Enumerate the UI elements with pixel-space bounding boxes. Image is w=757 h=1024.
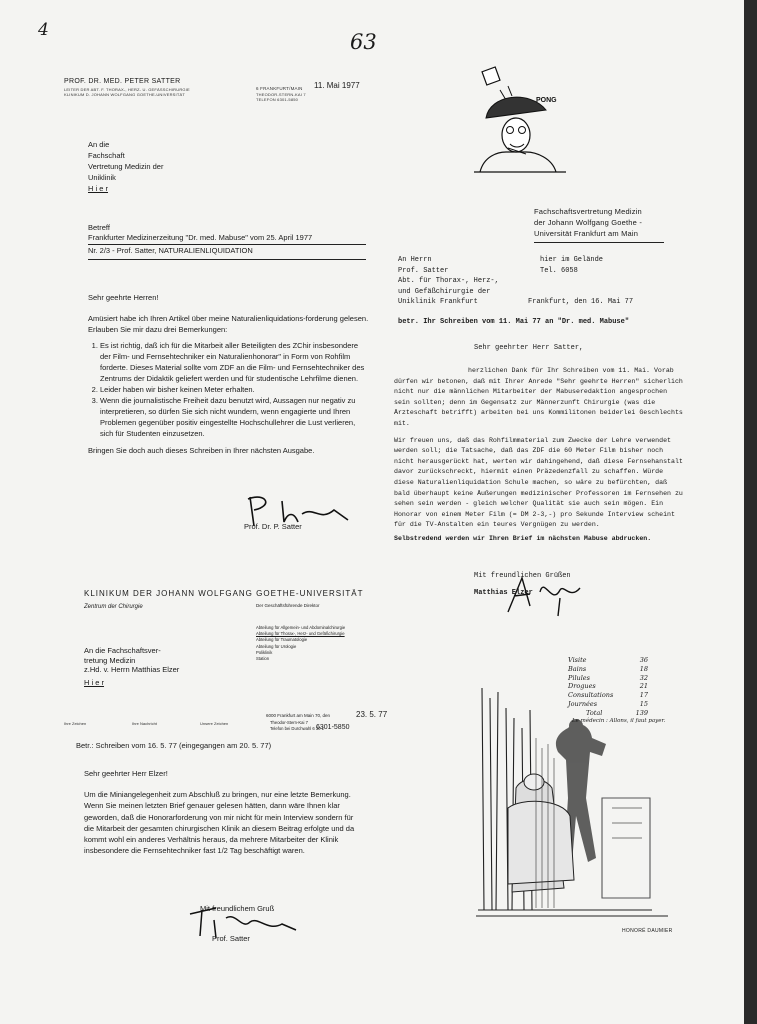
address-line: Prof. Satter: [398, 266, 449, 275]
letter3-para: Um die Miniangelegenheit zum Abschluß zu bringen, nur eine letzte Bemerkung.: [84, 790, 351, 799]
address-line: An die: [88, 140, 110, 149]
ref-label: Ihre Nachricht: [132, 721, 157, 726]
letter3-salutation: Sehr geehrter Herr Elzer!: [84, 769, 168, 778]
letter3-para: Wenn Sie meinen letzten Brief genauer gelesen hätten, dann wäre Ihnen klar geworden, daß die Honorarforderung von mir nicht für mein Interview sondern für die Mitarbeit der gesamten chirurgischen Klinik an diesem Beitrag erfolgte und da kommt wohl ein anderes Verhältnis heraus, da mehrere Mitarbeiter der Klinik insbesondere die Fernsehtechniker fast 1/2 Tag beschäftigt waren.: [84, 801, 355, 856]
letter2-salutation: Sehr geehrter Herr Satter,: [474, 344, 584, 352]
address-line: und Gefäßchirurgie der: [398, 287, 491, 296]
address-line: tretung Medizin: [84, 655, 136, 665]
letter3-phone-label: Telefon bei Durchwahl 6 30 1: [270, 726, 325, 731]
department-line: Poliklinik: [256, 649, 273, 655]
info-line: Tel. 6058: [540, 266, 578, 275]
department-line: Abteilung für Thorax-, Herz- und Gefäßchirurgie: [256, 631, 345, 637]
letter2-greeting: Mit freundlichen Grüßen: [474, 572, 571, 580]
letter1-address: [88, 139, 228, 183]
letter2-body: [394, 366, 684, 545]
letter1-points: [88, 340, 370, 439]
address-line: An die Fachschaftsver-: [84, 646, 161, 655]
point-item: 2. Leider haben wir bisher keinen Meter erhalten.: [100, 384, 370, 395]
letter3-greeting: Mit freundlichem Gruß: [200, 904, 275, 913]
letter3-signer: Prof. Satter: [212, 934, 250, 943]
letter1-closing: Bringen Sie doch auch dieses Schreiben in Ihrer nächsten Ausgabe.: [88, 446, 315, 455]
address-line: Uniklinik Frankfurt: [398, 298, 478, 306]
address-line: Abt. für Thorax-, Herz-,: [398, 277, 499, 285]
letter3-subheader: Zentrum der Chirurgie: [84, 604, 143, 610]
letter1-city-sub1: THEODOR-STERN-KAI 7: [256, 92, 306, 97]
letter1-betreff: [88, 223, 368, 256]
letter1-signature-name: Prof. Dr. P. Satter: [244, 522, 302, 531]
list-row: Bains 18: [568, 664, 648, 673]
letter3-body: [84, 789, 358, 857]
letter2-betr: betr. Ihr Schreiben vom 11. Mai 77 an "Dr. med. Mabuse": [398, 318, 630, 326]
address-line: An Herrn: [398, 256, 432, 264]
letter1-city-sub2: TELEFON 6301-5850: [256, 97, 299, 102]
address-line: z.Hd. v. Herrn Matthias Elzer: [84, 665, 180, 674]
letter3-address: [84, 646, 179, 675]
letter2-org: [534, 206, 642, 239]
letter3-director: Der Geschäftsführende Direktor: [256, 603, 320, 608]
list-row: Consultations 17: [568, 691, 648, 700]
page-number: 63: [350, 30, 377, 54]
address-line: Vertretung Medizin der: [88, 162, 164, 171]
illustration-list: [568, 656, 648, 718]
list-row: Journées 15: [568, 699, 648, 708]
list-row: Drogues 21: [568, 682, 648, 691]
info-line: hier im Gelände: [540, 256, 604, 264]
letter2-para: herzlichen Dank für Ihr Schreiben vom 11. Mai. Vorab dürfen wir betonen, daß mit Ihrer Anrede "Sehr geehrte Herren" sicherlich nicht nur die männlichen Mitarbeiter der Mabuseredaktion angesprochen sein sollten; denn im Gegensatz zur Männerzunft Chirurgie (was die Ärzteschaft betrifft) arbeiten bei uns Kommilitonen beiderlei Geschlechts mit.: [394, 367, 683, 427]
divider: [88, 244, 366, 245]
letter1-sender: PROF. DR. MED. PETER SATTER: [64, 78, 181, 85]
letter2-right-info: [540, 255, 603, 276]
handwritten-number: 4: [38, 20, 49, 40]
letter3-betr: Betr.: Schreiben vom 16. 5. 77 (eingegangen am 20. 5. 77): [76, 741, 272, 750]
org-line: der Johann Wolfgang Goethe -: [534, 218, 643, 227]
letter1-sender-sub1: LEITER DER ABT. F. THORAX-, HERZ- U. GEFÄSSCHIRURGIE: [64, 87, 190, 92]
illustration-artist: HONORÉ DAUMIER: [622, 928, 673, 934]
letter3-date: 23. 5. 77: [356, 710, 388, 719]
letter2-para: Wir freuen uns, daß das Rohfilmmaterial zum Zwecke der Lehre verwendet werden soll; die Tatsache, daß das ZDF die 60 Meter Film bisher noch nicht herausgerückt hat, werten wir dahingehend, daß diese Fernsehanstalt davor zurückschreckt, hiermit einen Präzedenzfall zu schaffen. Würde diese Naturalienliquidation Schule machen, so wäre zu befürchten, daß bald überhaupt keine Äußerungen medizinischer Professoren im Fernsehen zu sehen sein werden - gleich welcher Qualität sie auch sein mögen. Ein Honorar von einem Meter Film (= DM 2-3,-) pro Sekunde Interview scheint für die TV-Anstalten ein teures Vergnügen zu werden.: [394, 436, 683, 529]
signature-elzer: [500, 572, 590, 620]
org-line: Universität Frankfurt am Main: [534, 229, 639, 238]
ref-label: Unsere Zeichen: [200, 721, 229, 726]
point-item: 1. Es ist richtig, daß ich für die Mitarbeit aller Beteiligten des ZChir insbesondere der Film- und Fernsehtechniker ein Naturalienhonorar" in Form von Rohfilm forderte. Dieses Material sollte vom ZDF an die Film- und Fernsehtechniker des Zentrums der Didaktik geliefert werden und für studentische Lehrfilme dienen.: [100, 340, 370, 384]
illustration-note: Le médecin : Allons, il faut payer.: [572, 718, 666, 724]
letter1-salutation: Sehr geehrte Herren!: [88, 293, 159, 302]
letter3-phone: 6301-5850: [316, 724, 350, 731]
letter1-hier: H i e r: [88, 184, 109, 193]
department-line: Abteilung für Urologie: [256, 643, 297, 649]
letter2-dateline: Frankfurt, den 16. Mai 77: [528, 298, 634, 306]
betreff-line: Frankfurter Medizinerzeitung "Dr. med. Mabuse" vom 25. April 1977: [88, 233, 313, 242]
department-line: Station: [256, 656, 270, 662]
list-row: Pilules 32: [568, 673, 648, 682]
divider: [534, 242, 664, 243]
letter2-address: [398, 255, 499, 308]
letter1-date: 11. Mai 1977: [314, 81, 360, 90]
letter2-para: Selbstredend werden wir Ihren Brief im nächsten Mabuse abdrucken.: [394, 534, 652, 542]
list-total: Total 139: [586, 708, 648, 717]
department-line: Abteilung für Traumatologie: [256, 637, 308, 643]
letter3-location: 6000 Frankfurt am Main 70, den: [266, 713, 331, 718]
letter3-departments: [256, 625, 345, 662]
address-line: Fachschaft: [88, 151, 125, 160]
list-row: Visite 36: [568, 656, 648, 664]
letter3-street: Theodor-Stern-Kai 7: [270, 720, 308, 725]
betreff-label: Betreff: [88, 223, 110, 232]
address-line: Uniklinik: [88, 173, 116, 182]
point-item: 3. Wenn die journalistische Freiheit dazu benutzt wird, Aussagen nur negativ zu interpretieren, so dürfen Sie sich nicht wundern, wenn engagierte und Ihren Problemen gegenüber positiv eingestellte Hochschullehrer die Lust verlieren, sich für Studenten einzusetzen.: [100, 395, 370, 439]
letter1-intro: Amüsiert habe ich Ihren Artikel über meine Naturalienliquidations-forderung gelesen. Erlauben Sie mir dazu drei Bemerkungen:: [88, 314, 369, 334]
letter2-signer: Matthias Elzer: [474, 589, 533, 597]
letter3-hier: H i e r: [84, 678, 105, 687]
letter3-header: KLINIKUM DER JOHANN WOLFGANG GOETHE-UNIVERSITÄT: [84, 589, 364, 598]
betreff-line: Nr. 2/3 - Prof. Satter, NATURALIENLIQUIDATION: [88, 246, 253, 255]
letter1-body: [88, 313, 370, 456]
daumier-illustration: [472, 648, 688, 920]
ref-label: Ihre Zeichen: [64, 721, 87, 726]
cartoon-professor-image: [470, 60, 570, 175]
letter1-city: 6 FRANKFURT/MAIN: [256, 86, 303, 91]
letter1-sender-sub2: KLINIKUM D. JOHANN WOLFGANG GOETHE-UNIVERSITÄT: [64, 92, 185, 97]
org-line: Fachschaftsvertretung Medizin: [534, 207, 642, 216]
divider: [88, 259, 366, 260]
department-line: Abteilung für Allgemein- und Abdominalchirurgie: [256, 625, 346, 630]
cartoon-speech: PONG: [536, 97, 557, 104]
